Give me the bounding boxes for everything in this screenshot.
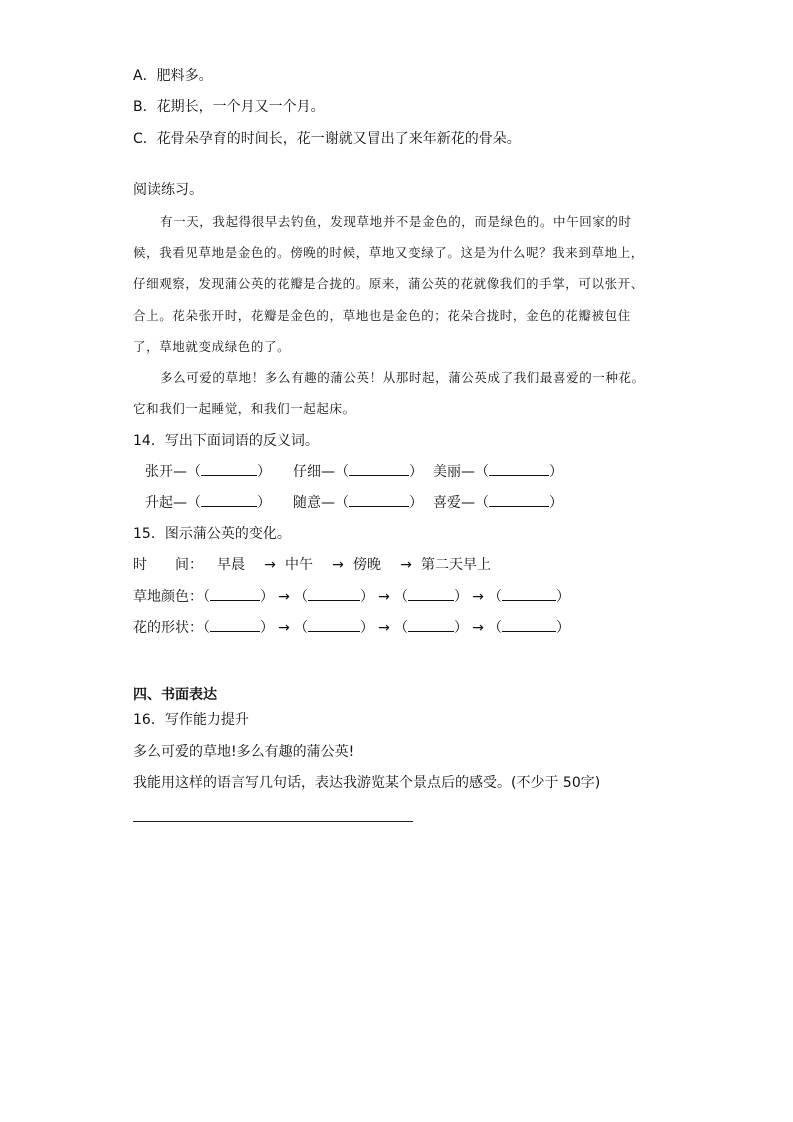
bracket-close: ） bbox=[549, 464, 563, 480]
time-noon: 中午 bbox=[285, 557, 313, 573]
arrow-icon: → bbox=[278, 620, 290, 636]
passage-line: 它和我们一起睡觉，和我们一起起床。 bbox=[133, 401, 356, 416]
passage-line: 多么可爱的草地！多么有趣的蒲公英！从那时起，蒲公英成了我们最喜爱的一种花。 bbox=[160, 370, 645, 385]
antonym-word: 仔细—（ bbox=[293, 464, 349, 480]
answer-blank[interactable] bbox=[408, 619, 454, 632]
option-c: C．花骨朵孕育的时间长，花一谢就又冒出了来年新花的骨朵。 bbox=[133, 131, 521, 147]
option-b: B．花期长，一个月又一个月。 bbox=[133, 99, 325, 115]
grass-color-label: 草地颜色： bbox=[133, 589, 203, 605]
option-a: A．肥料多。 bbox=[133, 68, 213, 84]
antonym-word: 升起—（ bbox=[145, 495, 201, 511]
antonym-word: 喜爱—（ bbox=[433, 495, 489, 511]
antonym-word: 美丽—（ bbox=[433, 464, 489, 480]
bracket-open: （ bbox=[488, 589, 502, 605]
bracket-close: ） bbox=[409, 464, 423, 480]
antonym-pair bbox=[433, 494, 563, 512]
q16-prompt: 16．写作能力提升 bbox=[133, 712, 249, 728]
arrow-icon: → bbox=[378, 589, 390, 605]
section-heading: 四、书面表达 bbox=[133, 687, 217, 703]
bracket-close: ） bbox=[454, 620, 468, 636]
bracket-open: （ bbox=[394, 589, 408, 605]
time-label: 时 间： bbox=[133, 557, 203, 573]
passage-line: 合上。花朵张开时，花瓣是金色的，草地也是金色的；花朵合拢时，金色的花瓣被包住 bbox=[133, 308, 631, 323]
antonym-word: 随意—（ bbox=[293, 495, 349, 511]
arrow-icon: → bbox=[264, 557, 276, 573]
bracket-open: （ bbox=[294, 589, 308, 605]
answer-blank[interactable] bbox=[502, 619, 556, 632]
grass-color-row bbox=[133, 588, 570, 606]
bracket-close: ） bbox=[409, 495, 423, 511]
answer-blank[interactable] bbox=[349, 463, 409, 476]
antonym-pair bbox=[145, 494, 271, 512]
bracket-close: ） bbox=[260, 589, 274, 605]
time-early-morning: 早晨 bbox=[217, 557, 245, 573]
bracket-open: （ bbox=[203, 620, 210, 636]
bracket-close: ） bbox=[556, 620, 570, 636]
bracket-close: ） bbox=[556, 589, 570, 605]
answer-blank[interactable] bbox=[210, 619, 260, 632]
flower-shape-row bbox=[133, 619, 570, 637]
writing-instruction: 我能用这样的语言写几句话，表达我游览某个景点后的感受。(不少于 50字) bbox=[133, 775, 601, 791]
bracket-close: ） bbox=[360, 589, 374, 605]
bracket-close: ） bbox=[257, 464, 271, 480]
passage-line: 仔细观察，发现蒲公英的花瓣是合拢的。原来，蒲公英的花就像我们的手掌，可以张开、 bbox=[133, 276, 644, 291]
example-sentence: 多么可爱的草地!多么有趣的蒲公英! bbox=[133, 744, 355, 760]
answer-blank[interactable] bbox=[489, 463, 549, 476]
answer-blank[interactable] bbox=[210, 588, 260, 601]
answer-blank[interactable] bbox=[349, 494, 409, 507]
antonym-pair bbox=[145, 463, 271, 481]
arrow-icon: → bbox=[378, 620, 390, 636]
bracket-close: ） bbox=[454, 589, 468, 605]
bracket-open: （ bbox=[294, 620, 308, 636]
time-evening: 傍晚 bbox=[353, 557, 381, 573]
q14-prompt: 14．写出下面词语的反义词。 bbox=[133, 433, 319, 449]
bracket-close: ） bbox=[260, 620, 274, 636]
passage-line: 有一天，我起得很早去钓鱼，发现草地并不是金色的，而是绿色的。中午回家的时 bbox=[160, 214, 632, 229]
answer-blank[interactable] bbox=[201, 494, 257, 507]
arrow-icon: → bbox=[400, 557, 412, 573]
answer-blank[interactable] bbox=[489, 494, 549, 507]
antonym-pair bbox=[433, 463, 563, 481]
answer-blank[interactable] bbox=[308, 619, 360, 632]
antonym-word: 张开—（ bbox=[145, 464, 201, 480]
bracket-close: ） bbox=[360, 620, 374, 636]
passage-line: 候，我看见草地是金色的。傍晚的时候，草地又变绿了。这是为什么呢？我来到草地上， bbox=[133, 245, 644, 260]
time-row bbox=[133, 556, 491, 574]
time-next-morning: 第二天早上 bbox=[421, 557, 491, 573]
antonym-pair bbox=[293, 463, 423, 481]
bracket-open: （ bbox=[203, 589, 210, 605]
q15-prompt: 15．图示蒲公英的变化。 bbox=[133, 526, 291, 542]
answer-blank[interactable] bbox=[308, 588, 360, 601]
bracket-open: （ bbox=[394, 620, 408, 636]
answer-blank[interactable] bbox=[201, 463, 257, 476]
bracket-open: （ bbox=[488, 620, 502, 636]
passage-line: 了，草地就变成绿色的了。 bbox=[133, 339, 291, 354]
arrow-icon: → bbox=[472, 620, 484, 636]
answer-blank[interactable] bbox=[502, 588, 556, 601]
arrow-icon: → bbox=[472, 589, 484, 605]
bracket-close: ） bbox=[549, 495, 563, 511]
writing-answer-line[interactable] bbox=[133, 821, 413, 822]
reading-title: 阅读练习。 bbox=[133, 182, 203, 198]
bracket-close: ） bbox=[257, 495, 271, 511]
arrow-icon: → bbox=[332, 557, 344, 573]
antonym-pair bbox=[293, 494, 423, 512]
answer-blank[interactable] bbox=[408, 588, 454, 601]
flower-shape-label: 花的形状： bbox=[133, 620, 203, 636]
arrow-icon: → bbox=[278, 589, 290, 605]
